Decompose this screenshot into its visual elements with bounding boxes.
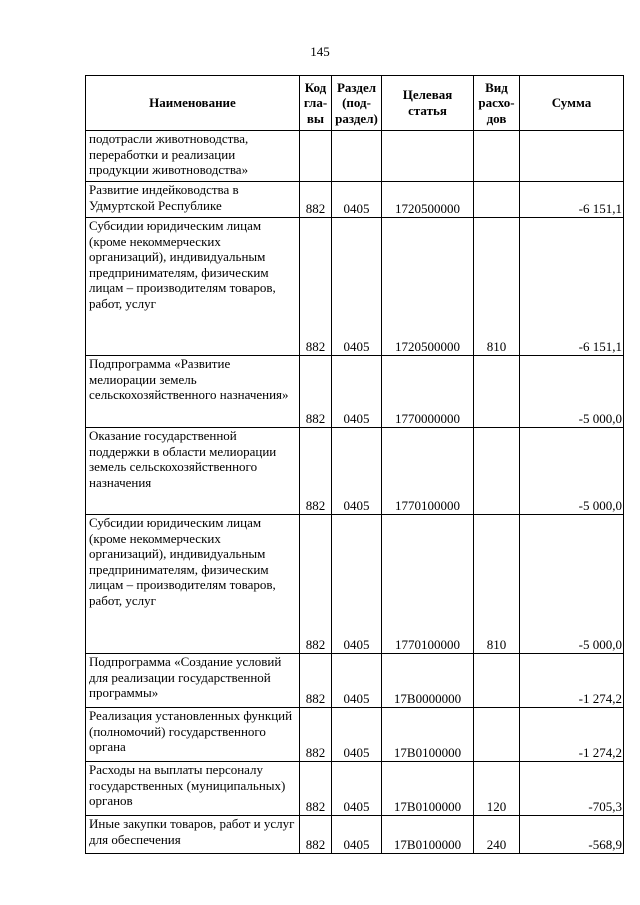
row-name: Реализация установленных функций (полномочий) государственного органа [86,708,300,762]
row-section: 0405 [332,762,382,816]
row-section: 0405 [332,816,382,854]
row-sum: -5 000,0 [520,515,624,654]
header-name: Наименование [86,76,300,131]
row-kind [474,182,520,218]
row-code: 882 [300,356,332,428]
page-number: 145 [310,44,330,59]
row-target: 17B0000000 [382,654,474,708]
row-name: Подпрограмма «Создание условий для реализации государственной программы» [86,654,300,708]
table-header-row [86,76,624,131]
row-name: Субсидии юридическим лицам (кроме некоммерческих организаций), индивидуальным предпринимателям, физическим лицам – производителям товаров, работ, услуг [86,515,300,654]
row-section: 0405 [332,515,382,654]
row-kind: 240 [474,816,520,854]
row-kind: 810 [474,218,520,356]
row-section: 0405 [332,708,382,762]
row-target: 1770000000 [382,356,474,428]
row-name: Иные закупки товаров, работ и услуг для обеспечения [86,816,300,854]
table-row [86,131,624,182]
row-target: 1770100000 [382,515,474,654]
row-sum: -568,9 [520,816,624,854]
header-section: Раздел (под-раздел) [332,76,382,131]
row-section: 0405 [332,182,382,218]
row-kind [474,131,520,182]
row-code: 882 [300,816,332,854]
table-row [86,356,624,428]
header-sum: Сумма [520,76,624,131]
row-kind [474,356,520,428]
row-sum: -6 151,1 [520,182,624,218]
budget-table [85,75,624,854]
row-sum [520,131,624,182]
row-name: Оказание государственной поддержки в области мелиорации земель сельскохозяйственного назначения [86,428,300,515]
row-target: 1720500000 [382,182,474,218]
row-code: 882 [300,762,332,816]
row-code: 882 [300,182,332,218]
row-target: 1770100000 [382,428,474,515]
row-section [332,131,382,182]
table-row [86,708,624,762]
row-section: 0405 [332,428,382,515]
table-row [86,515,624,654]
table-row [86,218,624,356]
table-row [86,428,624,515]
row-name: Развитие индейководства в Удмуртской Республике [86,182,300,218]
table-row [86,654,624,708]
row-sum: -1 274,2 [520,708,624,762]
row-kind: 120 [474,762,520,816]
row-sum: -1 274,2 [520,654,624,708]
row-target: 17B0100000 [382,816,474,854]
header-code: Код гла-вы [300,76,332,131]
row-kind: 810 [474,515,520,654]
row-name: Субсидии юридическим лицам (кроме некоммерческих организаций), индивидуальным предпринимателям, физическим лицам – производителям товаров, работ, услуг [86,218,300,356]
row-kind [474,708,520,762]
table-row [86,762,624,816]
row-target: 17B0100000 [382,762,474,816]
row-name: Расходы на выплаты персоналу государственных (муниципальных) органов [86,762,300,816]
row-section: 0405 [332,356,382,428]
row-sum: -5 000,0 [520,356,624,428]
row-code [300,131,332,182]
header-kind: Вид расхо-дов [474,76,520,131]
row-code: 882 [300,515,332,654]
row-kind [474,428,520,515]
row-sum: -5 000,0 [520,428,624,515]
row-name: подотрасли животноводства, переработки и реализации продукции животноводства» [86,131,300,182]
row-code: 882 [300,428,332,515]
row-code: 882 [300,654,332,708]
row-sum: -705,3 [520,762,624,816]
row-code: 882 [300,218,332,356]
row-target [382,131,474,182]
table-row [86,816,624,854]
row-target: 17B0100000 [382,708,474,762]
row-section: 0405 [332,218,382,356]
row-name: Подпрограмма «Развитие мелиорации земель сельскохозяйственного назначения» [86,356,300,428]
row-sum: -6 151,1 [520,218,624,356]
row-code: 882 [300,708,332,762]
row-target: 1720500000 [382,218,474,356]
header-target: Целевая статья [382,76,474,131]
table-row [86,182,624,218]
row-kind [474,654,520,708]
row-section: 0405 [332,654,382,708]
